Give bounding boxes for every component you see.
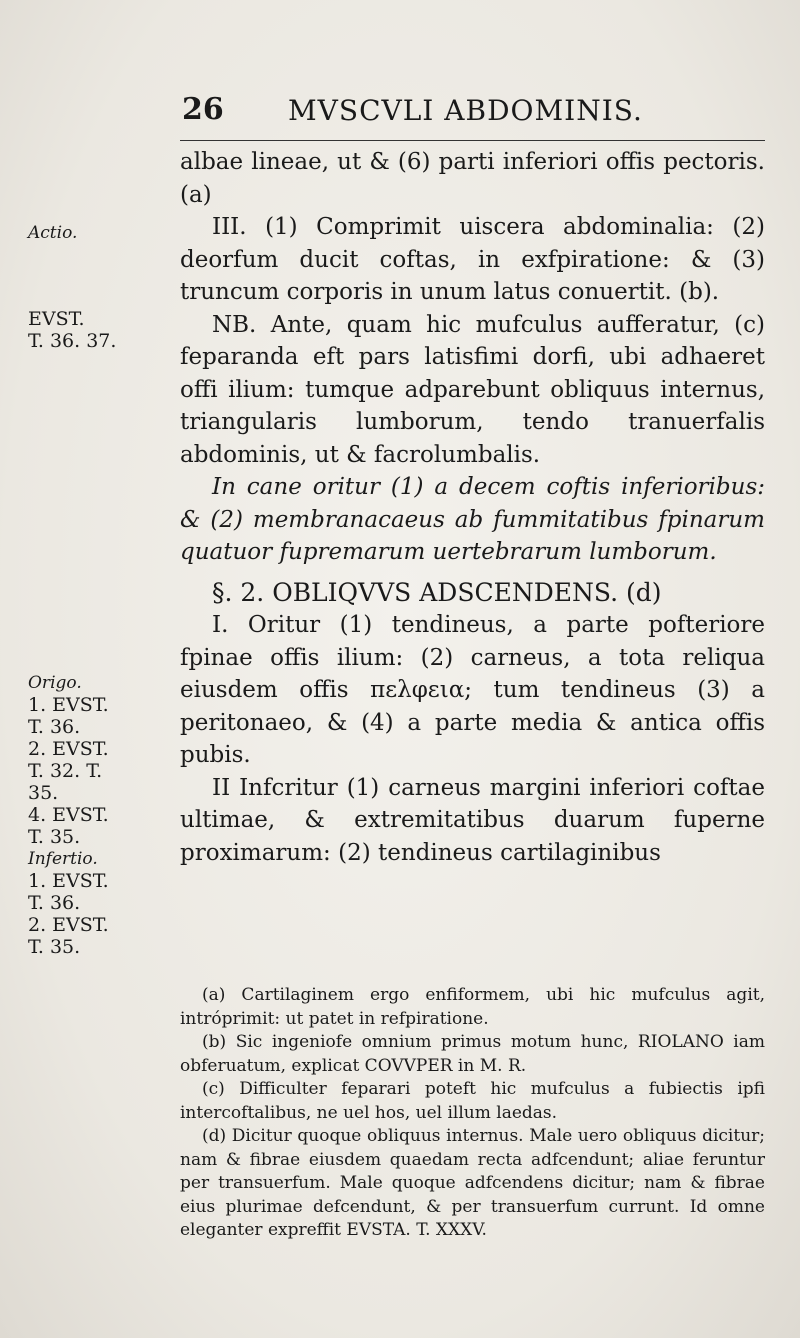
margin-actio: Actio. bbox=[28, 223, 78, 243]
margin-line: T. 36. 37. bbox=[28, 330, 117, 352]
main-text bbox=[180, 146, 765, 869]
margin-insertio-title: Infertio. bbox=[28, 849, 98, 869]
footnotes bbox=[180, 984, 765, 1243]
margin-origo-title: Origo. bbox=[28, 673, 82, 693]
footnote-d: (d) Dicitur quoque obliquus internus. Male uero obliquus dicitur; nam & fibrae eiusdem quaedam recta adfcendunt; aliae feruntur per transuerfum. Male quoque adfcendens dicitur; nam & fibrae eius plurimae defcendunt, & per transuerfum currunt. Id omne eleganter expreffit EVSTA. T. XXXV. bbox=[180, 1126, 765, 1240]
running-title: MVSCVLI ABDOMINIS. bbox=[288, 94, 643, 127]
margin-ref-1 bbox=[28, 308, 178, 352]
margin-origo-block bbox=[28, 672, 178, 958]
paragraph: albae lineae, ut & (6) parti inferiori offis pectoris. (a) bbox=[180, 149, 765, 208]
paragraph: NB. Ante, quam hic mufculus aufferatur, (c) feparanda eft pars latisfimi dorfi, ubi adhaeret offi ilium: tumque adparebunt obliquus internus, triangularis lumborum, tendo tranuerfalis abdominis, ut & facrolumbalis. bbox=[180, 311, 765, 468]
paragraph: III. (1) Comprimit uiscera abdominalia: (2) deorfum ducit coftas, in exfpiratione: & (3) truncum corporis in unum latus conuertit. (b). bbox=[180, 214, 765, 305]
page-number: 26 bbox=[182, 92, 224, 127]
margin-line: 2. EVST. bbox=[28, 738, 109, 760]
margin-line: T. 35. bbox=[28, 826, 81, 848]
margin-line: 1. EVST. bbox=[28, 694, 109, 716]
margin-line: T. 35. bbox=[28, 936, 81, 958]
paragraph: II Infcritur (1) carneus margini inferiori coftae ultimae, & extremitatibus duarum fuperne proximarum: (2) tendineus cartilaginibus bbox=[180, 774, 765, 866]
margin-line: 35. bbox=[28, 782, 59, 804]
footnote-b: (b) Sic ingeniofe omnium primus motum hunc, RIOLANO iam obferuatum, explicat COVVPER in M. R. bbox=[180, 1032, 765, 1076]
footnote-c: (c) Difficulter feparari poteft hic mufculus a fubiectis ipfi intercoftalibus, ne uel hos, uel illum laedas. bbox=[180, 1079, 765, 1123]
section-heading: §. 2. OBLIQVVS ADSCENDENS. (d) bbox=[212, 577, 662, 607]
margin-line: T. 32. T. bbox=[28, 760, 103, 782]
footnote-a: (a) Cartilaginem ergo enfiformem, ubi hic mufculus agit, intróprimit: ut patet in refpiratione. bbox=[180, 985, 765, 1029]
margin-line: 4. EVST. bbox=[28, 804, 109, 826]
paragraph: In cane oritur (1) a decem coftis inferioribus: & (2) membranacaeus ab fummitatibus fpinarum quatuor fupremarum uertebrarum lumborum. bbox=[180, 474, 765, 565]
margin-line: 2. EVST. bbox=[28, 914, 109, 936]
margin-line: T. 36. bbox=[28, 892, 81, 914]
header-rule bbox=[180, 140, 765, 141]
margin-line: 1. EVST. bbox=[28, 870, 109, 892]
margin-line: T. 36. bbox=[28, 716, 81, 738]
margin-line: EVST. bbox=[28, 308, 85, 330]
page-header bbox=[180, 92, 760, 136]
paragraph: I. Oritur (1) tendineus, a parte pofteriore fpinae offis ilium: (2) carneus, a tota reliqua eiusdem offis πελφεια; tum tendineus (3) a peritonaeo, & (4) a parte media & antica offis pubis. bbox=[180, 612, 765, 768]
